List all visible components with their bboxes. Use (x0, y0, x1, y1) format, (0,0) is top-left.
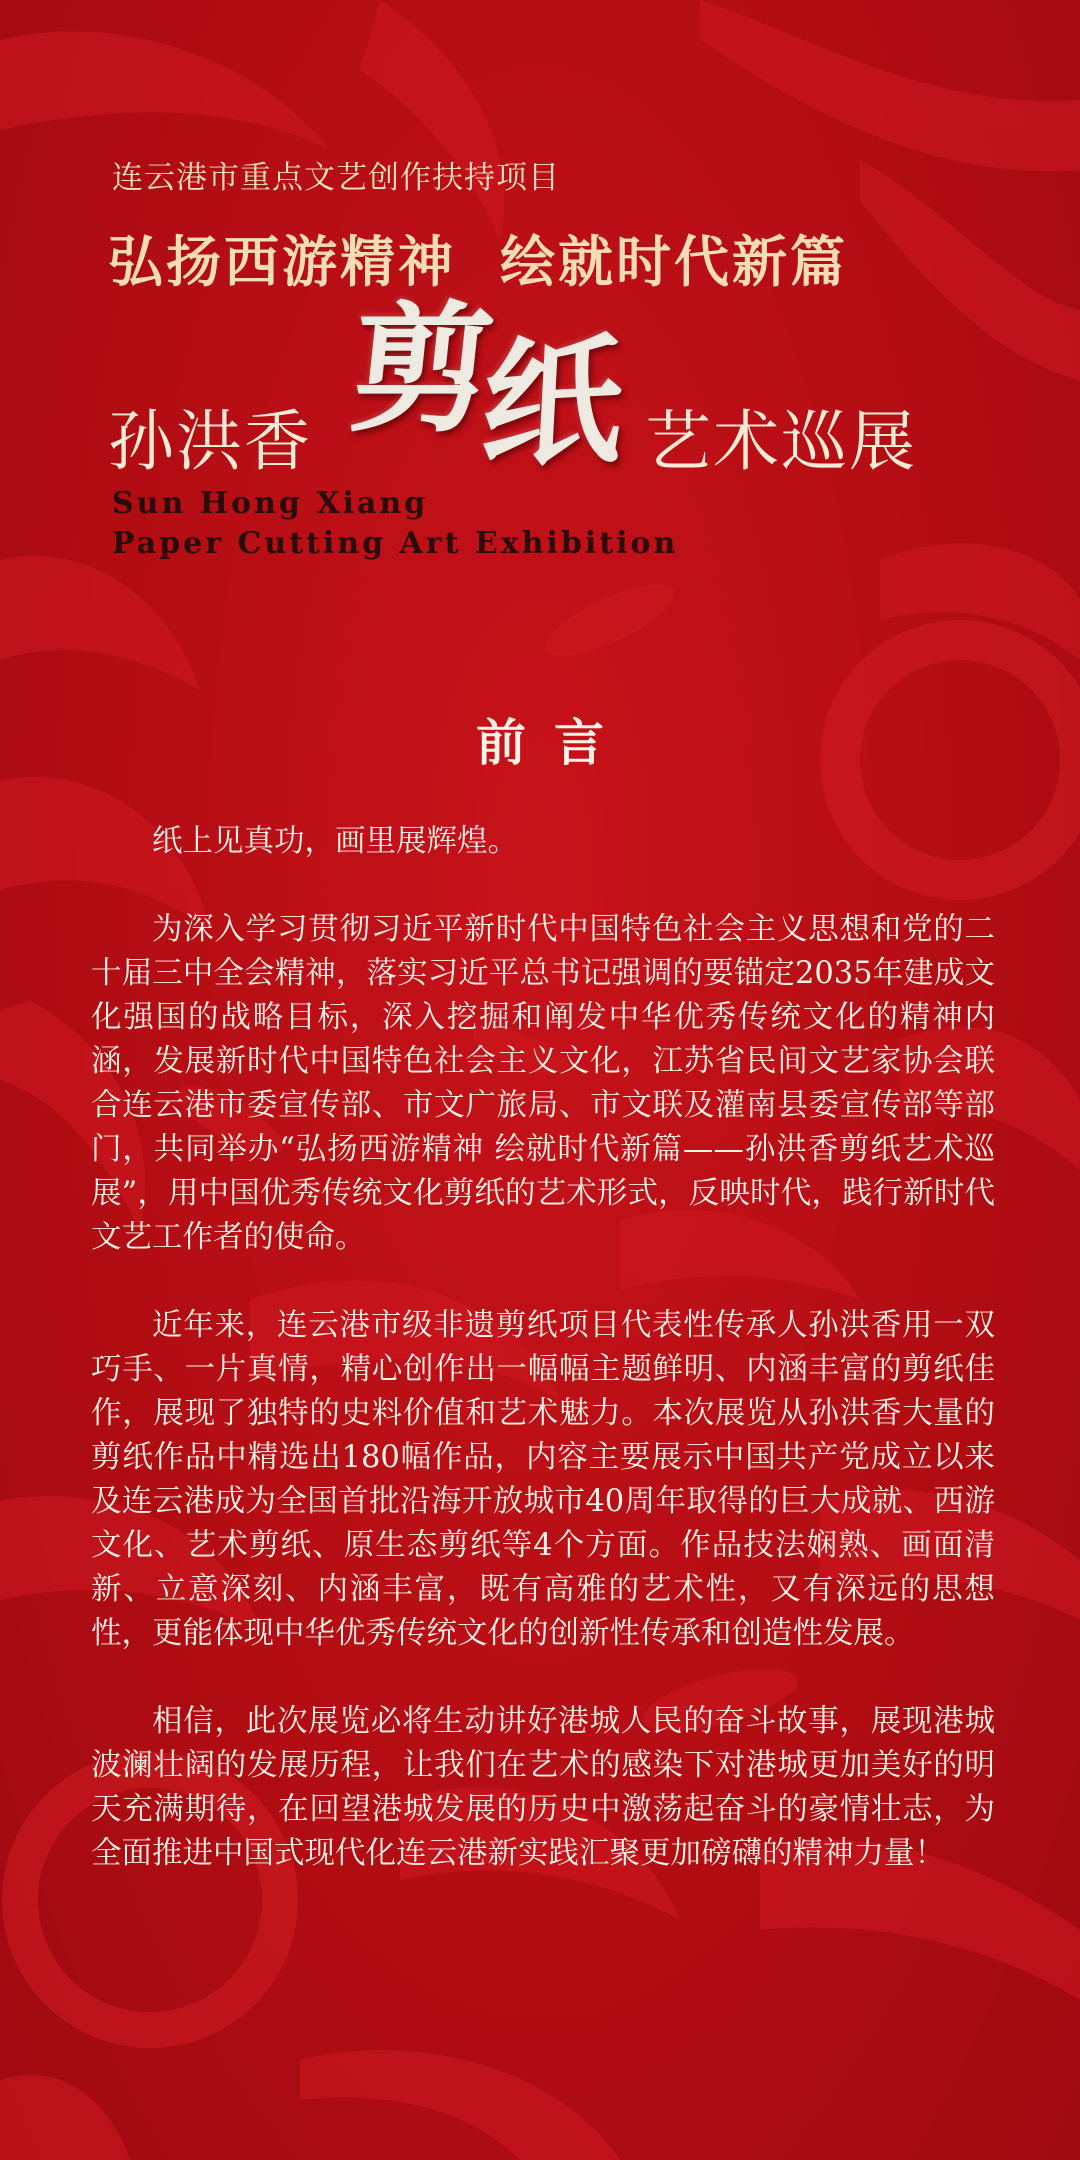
english-title-line-2: Paper Cutting Art Exhibition (112, 526, 679, 561)
preface-heading: 前言 (476, 713, 632, 772)
slogan-part-1: 弘扬西游精神 (108, 229, 457, 294)
art-char-cut: 剪 (343, 288, 501, 452)
art-char-paper: 纸 (477, 318, 628, 490)
preface-body (91, 820, 995, 1920)
english-title (112, 484, 678, 564)
artist-name: 孙洪香 (108, 403, 312, 480)
slogan-heading (108, 218, 848, 297)
paper-cut-calligraphy (343, 288, 634, 490)
slogan-part-2: 绘就时代新篇 (500, 229, 849, 294)
exhibition-label: 艺术巡展 (645, 403, 917, 480)
paragraph: 纸上见真功，画里展辉煌。 (152, 824, 518, 859)
paragraph: 相信，此次展览必将生动讲好港城人民的奋斗故事，展现港城波澜壮阔的发展历程，让我们在艺术的感染下对港城更加美好的明天充满期待，在回望港城发展的历史中激荡起奋斗的豪情壮志，为全面推进中国式现代化连云港新实践汇聚更加磅礴的精神力量！ (91, 1704, 995, 1871)
paragraph: 近年来，连云港市级非遗剪纸项目代表性传承人孙洪香用一双巧手、一片真情，精心创作出一幅幅主题鲜明、内涵丰富的剪纸佳作，展现了独特的史料价值和艺术魅力。本次展览从孙洪香大量的剪纸作品中精选出180幅作品，内容主要展示中国共产党成立以来及连云港成为全国首批沿海开放城市40周年取得的巨大成就、西游文化、艺术剪纸、原生态剪纸等4个方面。作品技法娴熟、画面清新、立意深刻、内涵丰富，既有高雅的艺术性，又有深远的思想性，更能体现中华优秀传统文化的创新性传承和创造性发展。 (91, 1308, 995, 1651)
paragraph: 为深入学习贯彻习近平新时代中国特色社会主义思想和党的二十届三中全会精神，落实习近平总书记强调的要锚定2035年建成文化强国的战略目标，深入挖掘和阐发中华优秀传统文化的精神内涵，发展新时代中国特色社会主义文化，江苏省民间文艺家协会联合连云港市委宣传部、市文广旅局、市文联及灌南县委宣传部等部门，共同举办“弘扬西游精神 绘就时代新篇——孙洪香剪纸艺术巡展”，用中国优秀传统文化剪纸的艺术形式，反映时代，践行新时代文艺工作者的使命。 (91, 912, 995, 1255)
project-subtitle: 连云港市重点文艺创作扶持项目 (112, 160, 560, 196)
english-title-line-1: Sun Hong Xiang (112, 486, 429, 521)
